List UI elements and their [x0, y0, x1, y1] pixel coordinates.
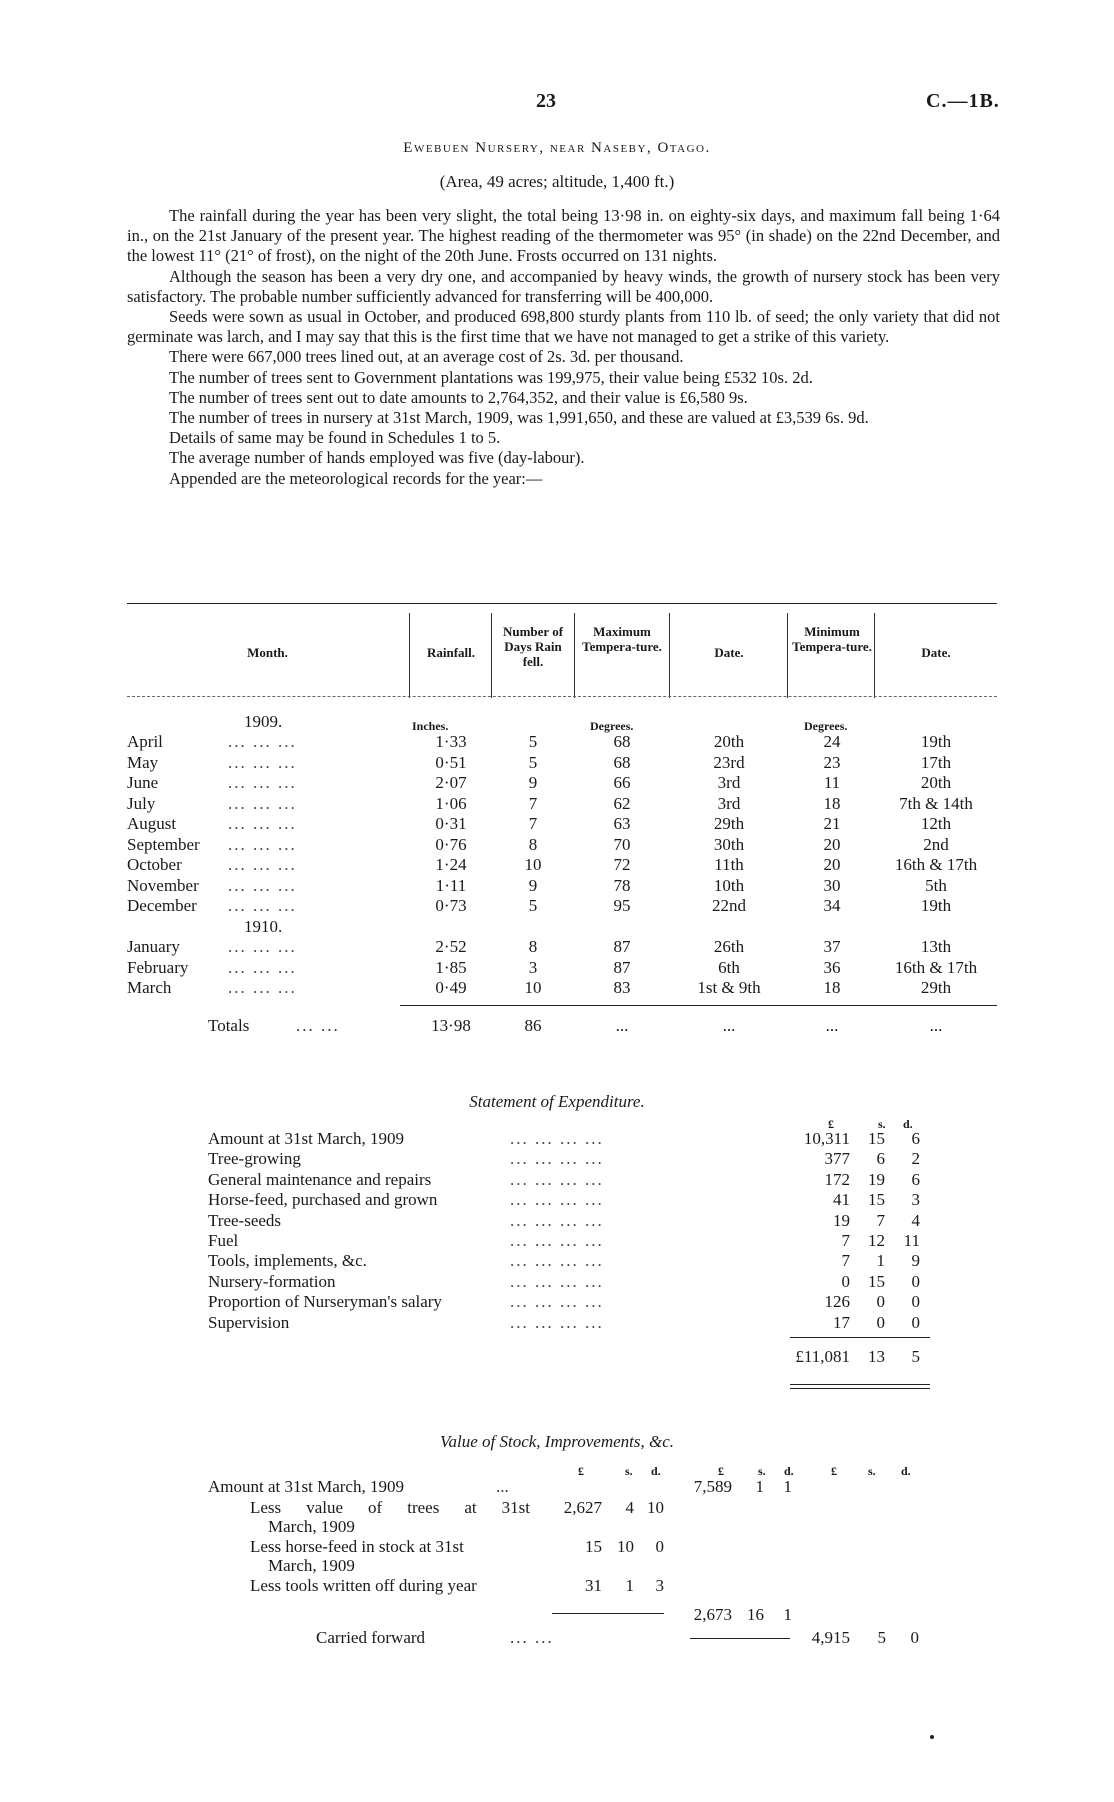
leader-dots: ... ... ...: [228, 834, 297, 854]
carried-rule: [690, 1638, 790, 1639]
expenditure-amount-d: 0: [911, 1271, 920, 1291]
days-cell: 10: [524, 855, 542, 874]
expenditure-amount-s: 0: [876, 1292, 885, 1312]
paragraph: Details of same may be found in Schedules 1 to 5.: [169, 428, 501, 448]
leader-dots: ... ... ...: [228, 978, 297, 997]
leader-dots: ... ... ...: [228, 896, 297, 915]
days-cell: 8: [528, 834, 538, 854]
max-cell: 62: [613, 793, 631, 813]
column-divider: [491, 613, 492, 698]
max-date-cell: 3rd: [717, 793, 741, 813]
col-pence: d.: [651, 1464, 661, 1478]
expenditure-amount-l: 10,311: [803, 1129, 850, 1148]
min-cell: 20: [823, 855, 841, 874]
min-cell: 11: [823, 773, 841, 792]
expenditure-title: Statement of Expenditure.: [469, 1092, 645, 1111]
month-cell: September: [127, 834, 200, 854]
stock-less-label-continued: March, 1909: [268, 1556, 355, 1575]
expenditure-amount-s: 15: [868, 1271, 885, 1291]
col-pounds: £: [828, 1117, 834, 1131]
expenditure-amount-l: 0: [841, 1271, 850, 1291]
totals-empty: ...: [615, 1016, 629, 1035]
col-shillings: s.: [625, 1464, 633, 1478]
expenditure-amount-d: 2: [911, 1149, 920, 1169]
document-reference: C.—1B.: [926, 90, 1000, 112]
double-rule: [790, 1388, 930, 1389]
total-shillings: 13: [868, 1347, 885, 1366]
expenditure-amount-s: 15: [868, 1190, 885, 1210]
expenditure-amount-d: 9: [911, 1251, 920, 1271]
rain-cell: 2·07: [435, 773, 467, 792]
month-cell: June: [127, 773, 159, 792]
stock-less-label: Less horse-feed in stock at 31st: [250, 1537, 464, 1556]
month-cell: February: [127, 957, 189, 977]
header-min-temp: Minimum Tempera-ture.: [792, 624, 872, 654]
expenditure-amount-l: 7: [841, 1251, 850, 1271]
min-date-cell: 29th: [920, 978, 952, 997]
rain-cell: 0·76: [435, 834, 467, 854]
max-date-cell: 20th: [713, 732, 745, 751]
stock-less-label: Less value of trees at 31st: [250, 1498, 530, 1517]
col-pounds: £: [718, 1464, 724, 1478]
rain-cell: 0·31: [435, 814, 467, 833]
stock-amount-pence: 1: [783, 1477, 792, 1496]
header-rain-days: Number of Days Rain fell.: [502, 624, 564, 669]
rain-unit: Inches.: [412, 719, 449, 733]
min-cell: 36: [823, 957, 841, 977]
total-pounds: £11,081: [795, 1347, 850, 1366]
subtotal-shillings: 16: [747, 1605, 764, 1624]
leader-dots: ... ... ... ...: [510, 1312, 604, 1332]
paragraph: The number of trees sent to Government plantations was 199,975, their value being £532 10s. 2d.: [169, 367, 813, 387]
expenditure-amount-s: 12: [868, 1231, 885, 1250]
totals-label: Totals: [208, 1016, 250, 1035]
expenditure-label: Nursery-formation: [208, 1271, 336, 1291]
section-subtitle: (Area, 49 acres; altitude, 1,400 ft.): [439, 172, 675, 191]
max-cell: 87: [613, 937, 631, 956]
paragraph: Appended are the meteorological records for the year:—: [169, 468, 543, 488]
carried-pence: 0: [910, 1628, 919, 1647]
leader-dots: ... ... ...: [228, 793, 297, 813]
leader-dots: ... ... ... ...: [510, 1251, 604, 1271]
totals-empty: ...: [825, 1016, 839, 1035]
max-cell: 72: [613, 855, 631, 874]
expenditure-label: Horse-feed, purchased and grown: [208, 1190, 438, 1210]
expenditure-amount-d: 6: [911, 1169, 920, 1189]
stock-amount-shillings: 1: [755, 1477, 764, 1496]
carried-pounds: 4,915: [811, 1628, 850, 1647]
header-month: Month.: [247, 645, 288, 660]
max-cell: 70: [613, 834, 631, 854]
min-date-cell: 16th & 17th: [894, 855, 978, 874]
paragraph: Seeds were sown as usual in October, and produced 698,800 sturdy plants from 110 lb. of seed; the only variety that did not germinate was larch, and I may say that this is the first time that we have not managed to get a strike of this variety.: [127, 307, 1000, 347]
col-pence: d.: [784, 1464, 794, 1478]
leader-dots: ... ... ... ...: [510, 1210, 604, 1230]
month-cell: May: [127, 752, 159, 772]
stock-less-amount-d: 0: [655, 1537, 664, 1556]
leader-dots: ... ... ... ...: [510, 1271, 604, 1291]
days-cell: 3: [528, 957, 538, 977]
stock-less-amount-d: 10: [647, 1498, 664, 1517]
month-cell: October: [127, 855, 182, 874]
max-cell: 95: [613, 896, 631, 915]
max-cell: 63: [613, 814, 631, 833]
col-shillings: s.: [758, 1464, 766, 1478]
leader-dots: ... ... ...: [228, 752, 297, 772]
expenditure-amount-d: 3: [911, 1190, 920, 1210]
days-cell: 5: [528, 896, 538, 915]
days-cell: 10: [524, 978, 542, 997]
month-cell: July: [127, 793, 156, 813]
expenditure-amount-d: 0: [911, 1292, 920, 1312]
stock-less-amount-s: 10: [617, 1537, 634, 1556]
expenditure-label: Tree-seeds: [208, 1210, 282, 1230]
year-label: 1910.: [244, 917, 283, 936]
year-label: 1909.: [244, 712, 283, 731]
min-cell: 20: [823, 834, 841, 854]
leader-dots: ... ... ...: [228, 732, 297, 751]
days-cell: 7: [528, 793, 538, 813]
paragraph: The rainfall during the year has been very slight, the total being 13·98 in. on eighty-six days, and maximum fall being 1·64 in., on the 21st January of the present year. The highest reading of the thermometer was 95° (in shade) on the 22nd December, and the lowest 11° (21° of frost), on the night of the 20th June. Frosts occurred on 131 nights.: [127, 206, 1000, 266]
month-cell: November: [127, 875, 199, 895]
col-pounds: £: [831, 1464, 837, 1478]
min-cell: 30: [823, 875, 841, 895]
min-date-cell: 12th: [920, 814, 952, 833]
expenditure-label: Fuel: [208, 1231, 239, 1250]
col-shillings: s.: [878, 1117, 886, 1131]
rain-cell: 1·24: [435, 855, 467, 874]
min-date-cell: 16th & 17th: [894, 957, 978, 977]
expenditure-amount-l: 377: [824, 1149, 850, 1169]
min-date-cell: 17th: [920, 752, 952, 772]
stock-less-amount-l: 31: [585, 1576, 602, 1595]
max-unit: Degrees.: [590, 719, 634, 733]
header-rainfall: Rainfall.: [426, 645, 476, 660]
stock-less-amount-l: 15: [585, 1537, 602, 1556]
expenditure-amount-d: 6: [911, 1129, 920, 1148]
month-cell: December: [127, 896, 197, 915]
max-cell: 66: [613, 773, 631, 792]
rain-cell: 0·49: [435, 978, 467, 997]
days-cell: 9: [528, 773, 538, 792]
month-cell: March: [127, 978, 172, 997]
min-cell: 21: [823, 814, 841, 833]
expenditure-label: Tree-growing: [208, 1149, 301, 1169]
page-number: 23: [536, 90, 556, 112]
max-date-cell: 1st & 9th: [697, 978, 761, 997]
expenditure-amount-d: 4: [911, 1210, 920, 1230]
column-divider: [574, 613, 575, 698]
leader-dots: ... ... ... ...: [510, 1231, 604, 1250]
header-rule: [127, 696, 997, 697]
expenditure-label: Amount at 31st March, 1909: [208, 1129, 404, 1148]
stock-less-amount-d: 3: [655, 1576, 664, 1595]
expenditure-label: Tools, implements, &c.: [208, 1251, 367, 1271]
subtotal-pence: 1: [783, 1605, 792, 1624]
leader-dots: ... ... ... ...: [510, 1149, 604, 1169]
min-cell: 34: [823, 896, 841, 915]
min-date-cell: 13th: [920, 937, 952, 956]
leader-dots: ... ... ...: [228, 937, 297, 956]
totals-days: 86: [524, 1016, 542, 1035]
max-cell: 83: [613, 978, 631, 997]
expenditure-label: General maintenance and repairs: [208, 1169, 432, 1189]
max-cell: 68: [613, 732, 631, 751]
leader-dots: ...: [496, 1477, 509, 1496]
min-cell: 24: [823, 732, 841, 751]
expenditure-label: Supervision: [208, 1312, 290, 1332]
month-cell: August: [127, 814, 177, 833]
max-cell: 87: [613, 957, 631, 977]
expenditure-label: Proportion of Nurseryman's salary: [208, 1292, 442, 1312]
min-date-cell: 20th: [920, 773, 952, 792]
stock-title: Value of Stock, Improvements, &c.: [440, 1432, 674, 1451]
header-max-temp: Maximum Tempera-ture.: [582, 624, 662, 654]
report-body: [127, 206, 1000, 489]
subtotal-rule: [552, 1613, 664, 1614]
totals-empty: ...: [929, 1016, 943, 1035]
carried-forward-label: Carried forward: [316, 1628, 426, 1647]
printer-mark: [930, 1735, 934, 1739]
expenditure-amount-s: 7: [876, 1210, 885, 1230]
expenditure-amount-l: 19: [833, 1210, 850, 1230]
stock-less-label-continued: March, 1909: [268, 1517, 355, 1536]
stock-less-amount-s: 4: [625, 1498, 634, 1517]
subtotal-pounds: 2,673: [693, 1605, 732, 1624]
column-divider: [409, 613, 410, 698]
expenditure-amount-l: 41: [833, 1190, 850, 1210]
rain-cell: 1·85: [435, 957, 467, 977]
leader-dots: ... ... ...: [228, 773, 297, 792]
col-pence: d.: [901, 1464, 911, 1478]
rain-cell: 0·51: [435, 752, 467, 772]
min-date-cell: 7th & 14th: [899, 793, 973, 813]
leader-dots: ... ... ...: [228, 814, 297, 833]
max-date-cell: 22nd: [712, 896, 746, 915]
column-divider: [787, 613, 788, 698]
min-date-cell: 5th: [925, 875, 947, 895]
expenditure-amount-s: 1: [876, 1251, 885, 1271]
rain-cell: 2·52: [435, 937, 467, 956]
leader-dots: ... ... ... ...: [510, 1169, 604, 1189]
min-cell: 37: [823, 937, 841, 956]
expenditure-amount-d: 11: [903, 1231, 920, 1250]
max-cell: 78: [613, 875, 631, 895]
rain-cell: 1·06: [435, 793, 467, 813]
stock-less-label: Less tools written off during year: [250, 1576, 477, 1595]
min-date-cell: 19th: [920, 732, 952, 751]
min-cell: 23: [823, 752, 841, 772]
leader-dots: ... ... ...: [228, 855, 297, 874]
table-top-rule: [127, 603, 997, 604]
min-cell: 18: [823, 793, 841, 813]
leader-dots: ... ... ...: [228, 957, 297, 977]
min-unit: Degrees.: [804, 719, 848, 733]
expenditure-amount-l: 126: [824, 1292, 850, 1312]
totals-empty: ...: [722, 1016, 736, 1035]
days-cell: 9: [528, 875, 538, 895]
carried-shillings: 5: [877, 1628, 886, 1647]
expenditure-amount-s: 19: [868, 1169, 885, 1189]
leader-dots: ... ... ... ...: [510, 1129, 604, 1148]
paragraph: The number of trees sent out to date amounts to 2,764,352, and their value is £6,580 9s.: [169, 387, 748, 407]
max-date-cell: 29th: [713, 814, 745, 833]
stock-amount-pounds: 7,589: [693, 1477, 732, 1496]
header-min-date: Date.: [921, 645, 951, 660]
paragraph: The average number of hands employed was five (day-labour).: [169, 448, 585, 468]
month-cell: April: [127, 732, 163, 751]
max-date-cell: 3rd: [717, 773, 741, 792]
column-divider: [669, 613, 670, 698]
expenditure-amount-l: 17: [833, 1312, 850, 1332]
expenditure-amount-l: 172: [824, 1169, 850, 1189]
max-date-cell: 30th: [713, 834, 745, 854]
rain-cell: 1·11: [435, 875, 467, 895]
totals-rainfall: 13·98: [431, 1016, 471, 1035]
rain-cell: 1·33: [435, 732, 467, 751]
leader-dots: ... ... ...: [228, 875, 297, 895]
max-cell: 68: [613, 752, 631, 772]
total-pence: 5: [911, 1347, 920, 1366]
days-cell: 5: [528, 752, 538, 772]
paragraph: Although the season has been a very dry one, and accompanied by heavy winds, the growth of nursery stock has been very satisfactory. The probable number sufficiently advanced for transferring will be 400,000.: [127, 266, 1000, 306]
expenditure-amount-d: 0: [911, 1312, 920, 1332]
leader-dots: ... ... ... ...: [510, 1190, 604, 1210]
rain-cell: 0·73: [435, 896, 467, 915]
totals-rule: [400, 1005, 997, 1006]
expenditure-amount-l: 7: [841, 1231, 850, 1250]
min-cell: 18: [823, 978, 841, 997]
days-cell: 5: [528, 732, 538, 751]
header-max-date: Date.: [714, 645, 744, 660]
paragraph: The number of trees in nursery at 31st March, 1909, was 1,991,650, and these are valued at £3,539 6s. 9d.: [169, 408, 869, 428]
max-date-cell: 10th: [713, 875, 745, 895]
col-pounds: £: [578, 1464, 584, 1478]
double-rule: [790, 1384, 930, 1385]
expenditure-amount-s: 0: [876, 1312, 885, 1332]
total-rule: [790, 1337, 930, 1338]
max-date-cell: 26th: [713, 937, 745, 956]
days-cell: 8: [528, 937, 538, 956]
expenditure-amount-s: 15: [868, 1129, 885, 1148]
column-divider: [874, 613, 875, 698]
max-date-cell: 11th: [714, 855, 744, 874]
stock-less-amount-l: 2,627: [563, 1498, 602, 1517]
month-cell: January: [127, 937, 180, 956]
max-date-cell: 6th: [718, 957, 740, 977]
col-shillings: s.: [868, 1464, 876, 1478]
min-date-cell: 2nd: [923, 834, 949, 854]
leader-dots: ... ... ... ...: [510, 1292, 604, 1312]
section-title: Ewebuen Nursery, near Naseby, Otago.: [403, 140, 711, 156]
min-date-cell: 19th: [920, 896, 952, 915]
stock-less-amount-s: 1: [625, 1576, 634, 1595]
col-pence: d.: [903, 1117, 913, 1131]
max-date-cell: 23rd: [713, 752, 745, 772]
days-cell: 7: [528, 814, 538, 833]
expenditure-amount-s: 6: [876, 1149, 885, 1169]
leader-dots: ... ...: [510, 1628, 554, 1647]
leader-dots: ... ...: [296, 1016, 340, 1035]
paragraph: There were 667,000 trees lined out, at an average cost of 2s. 3d. per thousand.: [169, 347, 684, 367]
stock-row-label: Amount at 31st March, 1909: [208, 1477, 404, 1496]
